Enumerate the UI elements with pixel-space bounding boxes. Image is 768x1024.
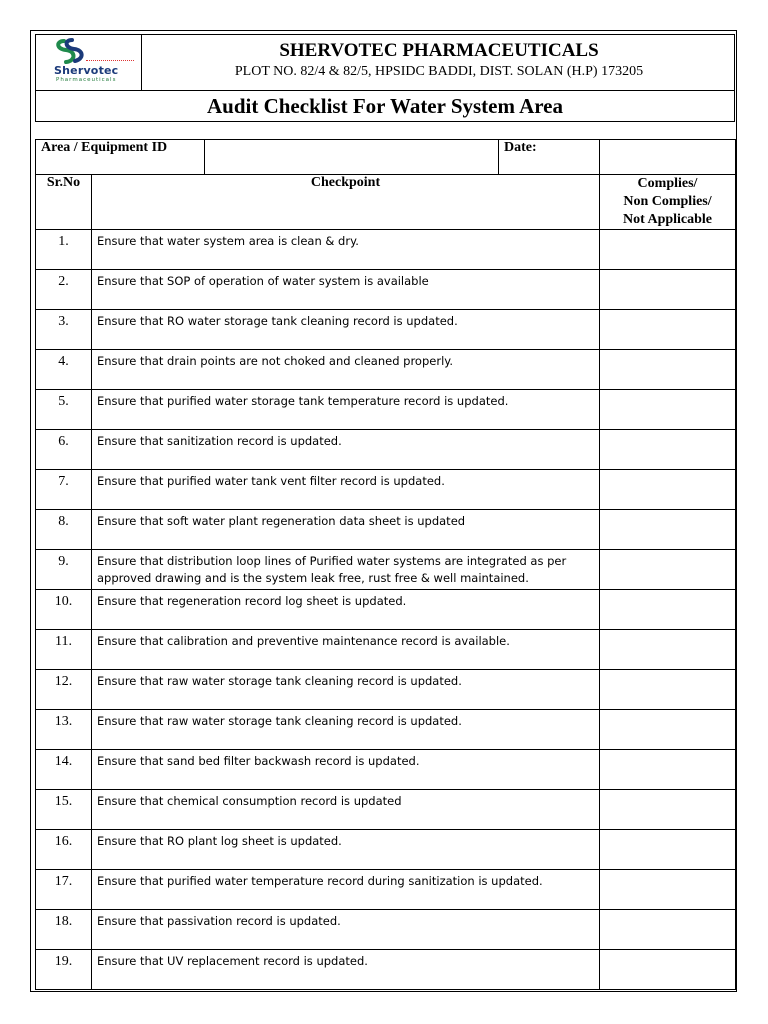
row-number: 11. bbox=[36, 630, 92, 670]
row-number: 16. bbox=[36, 830, 92, 870]
logo-subtitle: Pharmaceuticals bbox=[56, 77, 117, 83]
row-number: 15. bbox=[36, 790, 92, 830]
row-number: 8. bbox=[36, 510, 92, 550]
compliance-status-field[interactable] bbox=[600, 390, 736, 430]
compliance-status-field[interactable] bbox=[600, 670, 736, 710]
checkpoint-text: Ensure that UV replacement record is updated. bbox=[92, 950, 600, 990]
column-header-row bbox=[36, 175, 736, 230]
meta-row bbox=[36, 140, 736, 175]
compliance-header-line-1: Complies/ bbox=[637, 176, 698, 191]
row-number: 12. bbox=[36, 670, 92, 710]
row-number: 18. bbox=[36, 910, 92, 950]
compliance-status-field[interactable] bbox=[600, 950, 736, 990]
compliance-status-field[interactable] bbox=[600, 870, 736, 910]
row-number: 10. bbox=[36, 590, 92, 630]
checkpoint-text: Ensure that passivation record is updated. bbox=[92, 910, 600, 950]
checklist-row bbox=[36, 510, 736, 550]
compliance-status-field[interactable] bbox=[600, 230, 736, 270]
checklist-row bbox=[36, 710, 736, 750]
checkpoint-text: Ensure that distribution loop lines of Purified water systems are integrated as per approved drawing and is the system leak free, rust free & well maintained. bbox=[92, 550, 600, 590]
compliance-status-field[interactable] bbox=[600, 750, 736, 790]
compliance-status-field[interactable] bbox=[600, 510, 736, 550]
checklist-row bbox=[36, 750, 736, 790]
checklist-row bbox=[36, 550, 736, 590]
row-number: 2. bbox=[36, 270, 92, 310]
checklist-row bbox=[36, 590, 736, 630]
checkpoint-text: Ensure that regeneration record log sheet is updated. bbox=[92, 590, 600, 630]
compliance-header-line-2: Non Complies/ bbox=[623, 194, 712, 209]
checkpoint-text: Ensure that RO plant log sheet is updated. bbox=[92, 830, 600, 870]
company-logo bbox=[36, 35, 142, 90]
compliance-status-field[interactable] bbox=[600, 790, 736, 830]
row-number: 9. bbox=[36, 550, 92, 590]
checkpoint-text: Ensure that drain points are not choked and cleaned properly. bbox=[92, 350, 600, 390]
checklist-row bbox=[36, 790, 736, 830]
logo-dots bbox=[86, 60, 134, 62]
checkpoint-text: Ensure that soft water plant regeneration data sheet is updated bbox=[92, 510, 600, 550]
compliance-status-field[interactable] bbox=[600, 910, 736, 950]
checklist-row bbox=[36, 470, 736, 510]
checkpoint-text: Ensure that water system area is clean & dry. bbox=[92, 230, 600, 270]
checklist-row bbox=[36, 350, 736, 390]
checklist-row bbox=[36, 830, 736, 870]
audit-checklist-table bbox=[35, 139, 736, 990]
compliance-status-field[interactable] bbox=[600, 590, 736, 630]
title-box bbox=[35, 91, 735, 122]
checklist-row bbox=[36, 230, 736, 270]
row-number: 19. bbox=[36, 950, 92, 990]
row-number: 13. bbox=[36, 710, 92, 750]
compliance-status-field[interactable] bbox=[600, 270, 736, 310]
checkpoint-text: Ensure that purified water storage tank temperature record is updated. bbox=[92, 390, 600, 430]
date-label: Date: bbox=[499, 140, 600, 175]
checklist-row bbox=[36, 310, 736, 350]
logo-name: Shervotec bbox=[54, 64, 119, 77]
checklist-row bbox=[36, 910, 736, 950]
checkpoint-text: Ensure that raw water storage tank cleaning record is updated. bbox=[92, 670, 600, 710]
checklist-row bbox=[36, 870, 736, 910]
checklist-row bbox=[36, 430, 736, 470]
checklist-row bbox=[36, 270, 736, 310]
checklist-row bbox=[36, 950, 736, 990]
logo-swoosh-icon bbox=[44, 37, 134, 67]
area-equipment-field[interactable] bbox=[205, 140, 499, 175]
checklist-items bbox=[36, 230, 736, 990]
column-header-compliance bbox=[600, 175, 736, 230]
checkpoint-text: Ensure that RO water storage tank cleaning record is updated. bbox=[92, 310, 600, 350]
checkpoint-text: Ensure that sanitization record is updated. bbox=[92, 430, 600, 470]
row-number: 1. bbox=[36, 230, 92, 270]
checklist-row bbox=[36, 630, 736, 670]
checkpoint-text: Ensure that raw water storage tank cleaning record is updated. bbox=[92, 710, 600, 750]
row-number: 14. bbox=[36, 750, 92, 790]
row-number: 17. bbox=[36, 870, 92, 910]
checkpoint-text: Ensure that SOP of operation of water system is available bbox=[92, 270, 600, 310]
row-number: 7. bbox=[36, 470, 92, 510]
compliance-status-field[interactable] bbox=[600, 310, 736, 350]
compliance-status-field[interactable] bbox=[600, 470, 736, 510]
compliance-header-line-3: Not Applicable bbox=[622, 212, 713, 227]
checklist-row bbox=[36, 390, 736, 430]
compliance-status-field[interactable] bbox=[600, 430, 736, 470]
row-number: 4. bbox=[36, 350, 92, 390]
date-field[interactable] bbox=[600, 140, 736, 175]
row-number: 3. bbox=[36, 310, 92, 350]
compliance-status-field[interactable] bbox=[600, 630, 736, 670]
compliance-status-field[interactable] bbox=[600, 830, 736, 870]
compliance-status-field[interactable] bbox=[600, 550, 736, 590]
checkpoint-text: Ensure that chemical consumption record is updated bbox=[92, 790, 600, 830]
company-address: PLOT NO. 82/4 & 82/5, HPSIDC BADDI, DIST. SOLAN (H.P) 173205 bbox=[234, 64, 644, 79]
column-header-srno: Sr.No bbox=[36, 175, 92, 230]
column-header-checkpoint: Checkpoint bbox=[92, 175, 600, 230]
checkpoint-text: Ensure that purified water tank vent filter record is updated. bbox=[92, 470, 600, 510]
company-name: SHERVOTEC PHARMACEUTICALS bbox=[279, 40, 599, 61]
document-title: Audit Checklist For Water System Area bbox=[206, 94, 563, 118]
checklist-row bbox=[36, 670, 736, 710]
row-number: 6. bbox=[36, 430, 92, 470]
checkpoint-text: Ensure that calibration and preventive maintenance record is available. bbox=[92, 630, 600, 670]
area-equipment-label: Area / Equipment ID bbox=[36, 140, 205, 175]
document-header bbox=[35, 34, 735, 91]
checkpoint-text: Ensure that sand bed filter backwash record is updated. bbox=[92, 750, 600, 790]
compliance-status-field[interactable] bbox=[600, 350, 736, 390]
row-number: 5. bbox=[36, 390, 92, 430]
checkpoint-text: Ensure that purified water temperature record during sanitization is updated. bbox=[92, 870, 600, 910]
compliance-status-field[interactable] bbox=[600, 710, 736, 750]
